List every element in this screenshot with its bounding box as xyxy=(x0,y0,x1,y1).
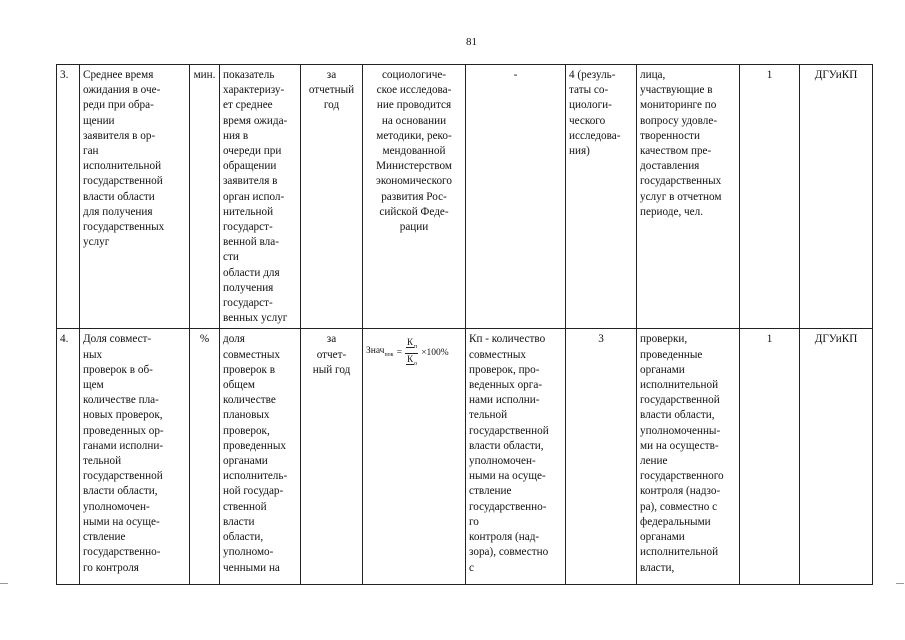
responsible-cell: ДГУиКП xyxy=(800,65,873,329)
definition-cell: показатель характеризу- ет среднее время ожида- ния в очереди при обращении заявителя в орган испол- нительной государст- венной вла- сти области для получения государст- венных услуг xyxy=(220,65,301,329)
page-number: 81 xyxy=(466,36,477,48)
scan-edge-mark xyxy=(0,583,8,584)
formula-denominator-sub: о xyxy=(414,361,418,368)
population-cell: проверки, проведенные органами исполнительной государственной власти области, уполномоченны- ми на осуществ- ление государственного контроля (надзо- ра), совместно с федеральными органами исполнительной власти, xyxy=(637,329,740,585)
indicator-name: Доля совмест- ных проверок в об- щем количестве пла- новых проверок, проведенных ор- ганами исполни- тельной государственной власти области, уполномочен- ными на осуще- ствление государственно- го контроля xyxy=(80,329,190,585)
unit-cell: % xyxy=(190,329,220,585)
period-cell: за отчет- ный год xyxy=(301,329,363,585)
method-cell: социологиче- ское исследова- ние проводится на основании методики, реко- мендованной Министерством экономического развития Рос- сийской Феде- рации xyxy=(363,65,466,329)
definition-cell: доля совместных проверок в общем количестве плановых проверок, проведенных органами исполнитель- ной государ- ственной власти области, уполномо- ченными на xyxy=(220,329,301,585)
table-row xyxy=(57,329,873,585)
source-cell: 3 xyxy=(566,329,637,585)
indicator-name: Среднее время ожидания в оче- реди при обра- щении заявителя в ор- ган исполнительной государственной власти области для получения государственных услуг xyxy=(80,65,190,329)
row-number: 3. xyxy=(57,65,80,329)
formula-tail: ×100% xyxy=(421,348,449,359)
method-cell xyxy=(363,329,466,585)
code-cell: 1 xyxy=(740,65,800,329)
responsible-cell: ДГУиКП xyxy=(800,329,873,585)
population-cell: лица, участвующие в мониторинге по вопросу удовле- творенности качеством пре- доставления государственных услуг в отчетном периоде, чел. xyxy=(637,65,740,329)
table-row xyxy=(57,65,873,329)
formula-denominator: К xyxy=(407,354,414,365)
row-number: 4. xyxy=(57,329,80,585)
formula-lhs-sub: пок xyxy=(384,352,394,359)
formula-numerator: К xyxy=(406,337,413,348)
period-cell: за отчетный год xyxy=(301,65,363,329)
indicators-table xyxy=(56,64,873,585)
code-cell: 1 xyxy=(740,329,800,585)
formula-fraction xyxy=(405,337,418,370)
formula-lhs: Знач xyxy=(366,346,385,357)
components-cell: Кп - количество совместных проверок, про- веденных орга- нами исполни- тельной государственной власти области, уполномочен- ными на осуще- ствление государственно- го контроля (над- зора), совместно с xyxy=(466,329,566,585)
formula-numerator-sub: п xyxy=(413,344,418,351)
formula xyxy=(366,332,462,370)
components-cell: - xyxy=(466,65,566,329)
source-cell: 4 (резуль- таты со- циологи- ческого исследова- ния) xyxy=(566,65,637,329)
scan-edge-mark xyxy=(896,583,904,584)
formula-equals: = xyxy=(396,348,402,359)
unit-cell: мин. xyxy=(190,65,220,329)
